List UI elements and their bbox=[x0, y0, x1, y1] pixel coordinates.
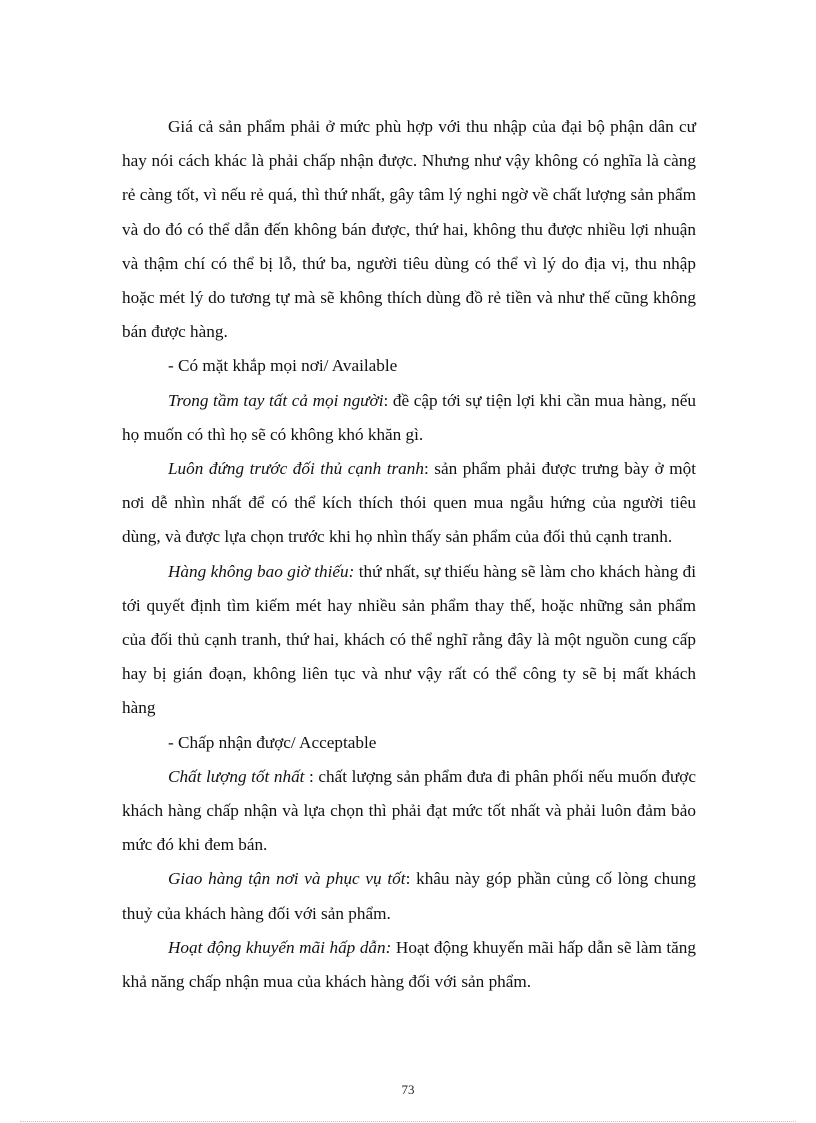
page-number: 73 bbox=[401, 1082, 415, 1097]
paragraph-text: : đề cập tới sự tiện lợi khi cần mua hàng, nếu họ muốn có thì họ sẽ có không khó khăn gì. bbox=[122, 390, 696, 444]
paragraph-price bbox=[122, 110, 696, 349]
italic-lead: Hàng không bao giờ thiếu: bbox=[168, 561, 355, 581]
italic-lead: Luôn đứng trước đối thủ cạnh tranh bbox=[168, 459, 424, 479]
paragraph-text: thứ nhất, sự thiếu hàng sẽ làm cho khách hàng đi tới quyết định tìm kiếm mét hay nhiều sản phẩm thay thế, hoặc những sản phẩm của đối thủ cạnh tranh, thứ hai, khách có thể nghĩ rằng đây là một nguồn cung cấp hay bị gián đoạn, không liên tục và như vậy rất có thể công ty sẽ bị mất khách hàng bbox=[122, 561, 696, 718]
paragraph-text: : khâu này góp phần củng cố lòng chung thuỷ của khách hàng đối với sản phẩm. bbox=[122, 869, 696, 923]
paragraph-text: : sản phẩm phải được trưng bày ở một nơi dễ nhìn nhất để có thể kích thích thói quen mua ngẫu hứng của người tiêu dùng, và được lựa chọn trước khi họ nhìn thấy sản phẩm của đối thủ cạnh tranh. bbox=[122, 459, 696, 547]
body-text bbox=[122, 110, 696, 999]
paragraph-best-quality bbox=[122, 760, 696, 863]
paragraph-text: - Có mặt khắp mọi nơi/ Available bbox=[168, 356, 398, 376]
italic-lead: Giao hàng tận nơi và phục vụ tốt bbox=[168, 869, 406, 889]
page-divider bbox=[20, 1121, 796, 1122]
italic-lead: Chất lượng tốt nhất bbox=[168, 766, 305, 786]
paragraph-text: Hoạt động khuyến mãi hấp dẫn sẽ làm tăng khả năng chấp nhận mua của khách hàng đối với sản phẩm. bbox=[122, 937, 696, 992]
heading-acceptable bbox=[122, 726, 696, 760]
paragraph-within-reach bbox=[122, 384, 696, 452]
paragraph-text: : chất lượng sản phẩm đưa đi phân phối nếu muốn được khách hàng chấp nhận và lựa chọn thì phải đạt mức tốt nhất và phải luôn đảm bảo mức đó khi đem bán. bbox=[122, 766, 696, 855]
paragraph-text: - Chấp nhận được/ Acceptable bbox=[168, 732, 377, 752]
italic-lead: Hoạt động khuyến mãi hấp dẫn: bbox=[168, 937, 392, 957]
paragraph-delivery-service bbox=[122, 862, 696, 930]
paragraph-text: Giá cả sản phẩm phải ở mức phù hợp với thu nhập của đại bộ phận dân cư hay nói cách khác là phải chấp nhận được. Nhưng như vậy không có nghĩa là càng rẻ càng tốt, vì nếu rẻ quá, thì thứ nhất, gây tâm lý nghi ngờ về chất lượng sản phẩm và do đó có thể dẫn đến không bán được, thứ hai, không thu được nhiều lợi nhuận và thậm chí có thể bị lỗ, thứ ba, người tiêu dùng có thể vì lý do địa vị, thu nhập hoặc mét lý do tương tự mà sẽ không thích dùng đồ rẻ tiền và như thế cũng không bán được hàng. bbox=[122, 117, 696, 342]
italic-lead: Trong tầm tay tất cả mọi người bbox=[168, 390, 384, 410]
paragraph-never-short bbox=[122, 555, 696, 726]
paragraph-ahead-of-competitors bbox=[122, 452, 696, 555]
heading-available bbox=[122, 349, 696, 383]
paragraph-promotion bbox=[122, 931, 696, 999]
